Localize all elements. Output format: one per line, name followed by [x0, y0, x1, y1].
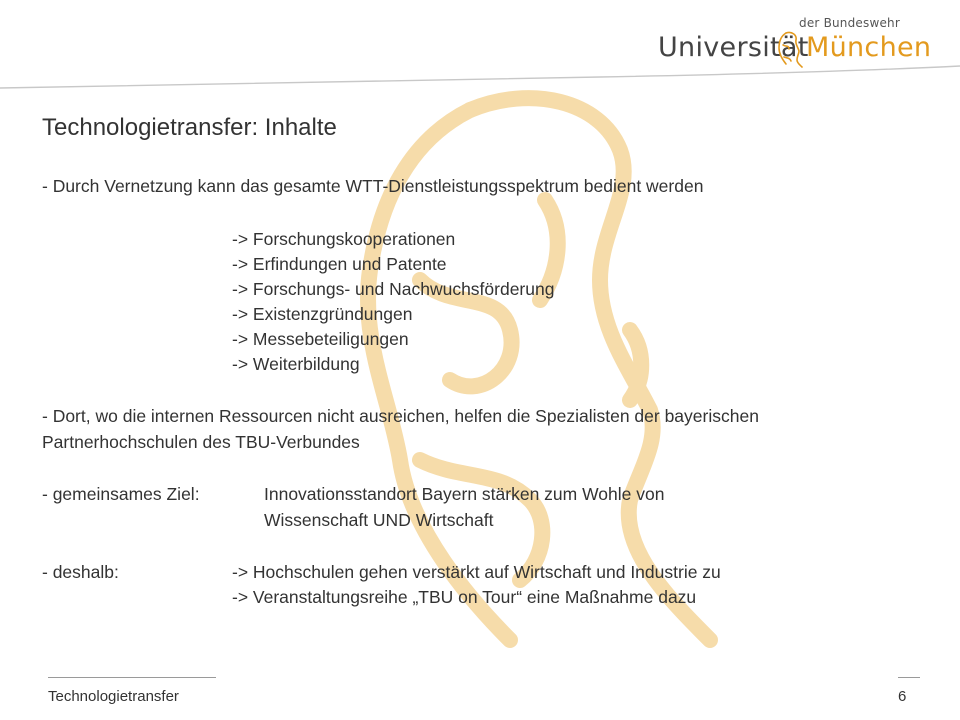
head-profile-icon — [774, 30, 804, 68]
therefore-label: - deshalb: — [42, 562, 119, 582]
service-item: -> Existenzgründungen — [232, 304, 413, 324]
footer-rule-left — [48, 677, 216, 678]
service-item: -> Forschungs- und Nachwuchsförderung — [232, 279, 555, 299]
footer-label: Technologietransfer — [48, 688, 179, 705]
service-item: -> Erfindungen und Patente — [232, 254, 447, 274]
logo-supertitle: der Bundeswehr — [799, 16, 900, 30]
goal-text-line-1: Innovationsstandort Bayern stärken zum Wohle von — [264, 484, 665, 504]
logo-word-universitaet: Universität — [658, 32, 809, 63]
logo-word-muenchen: München — [806, 32, 932, 63]
service-item: -> Weiterbildung — [232, 354, 360, 374]
footer-rule-right — [898, 677, 920, 678]
partner-text-line-1: - Dort, wo die internen Ressourcen nicht ausreichen, helfen die Spezialisten der bayerischen — [42, 406, 759, 426]
intro-text: - Durch Vernetzung kann das gesamte WTT-Dienstleistungsspektrum bedient werden — [42, 176, 704, 196]
slide-title: Technologietransfer: Inhalte — [42, 114, 337, 141]
goal-text-line-2: Wissenschaft UND Wirtschaft — [264, 510, 494, 530]
service-item: -> Messebeteiligungen — [232, 329, 409, 349]
goal-label: - gemeinsames Ziel: — [42, 484, 200, 504]
therefore-item: -> Veranstaltungsreihe „TBU on Tour“ eine Maßnahme dazu — [232, 587, 697, 607]
page-number: 6 — [898, 688, 907, 705]
service-item: -> Forschungskooperationen — [232, 229, 456, 249]
partner-text-line-2: Partnerhochschulen des TBU-Verbundes — [42, 432, 360, 452]
university-logo — [650, 10, 932, 80]
therefore-item: -> Hochschulen gehen verstärkt auf Wirtschaft und Industrie zu — [232, 562, 721, 582]
